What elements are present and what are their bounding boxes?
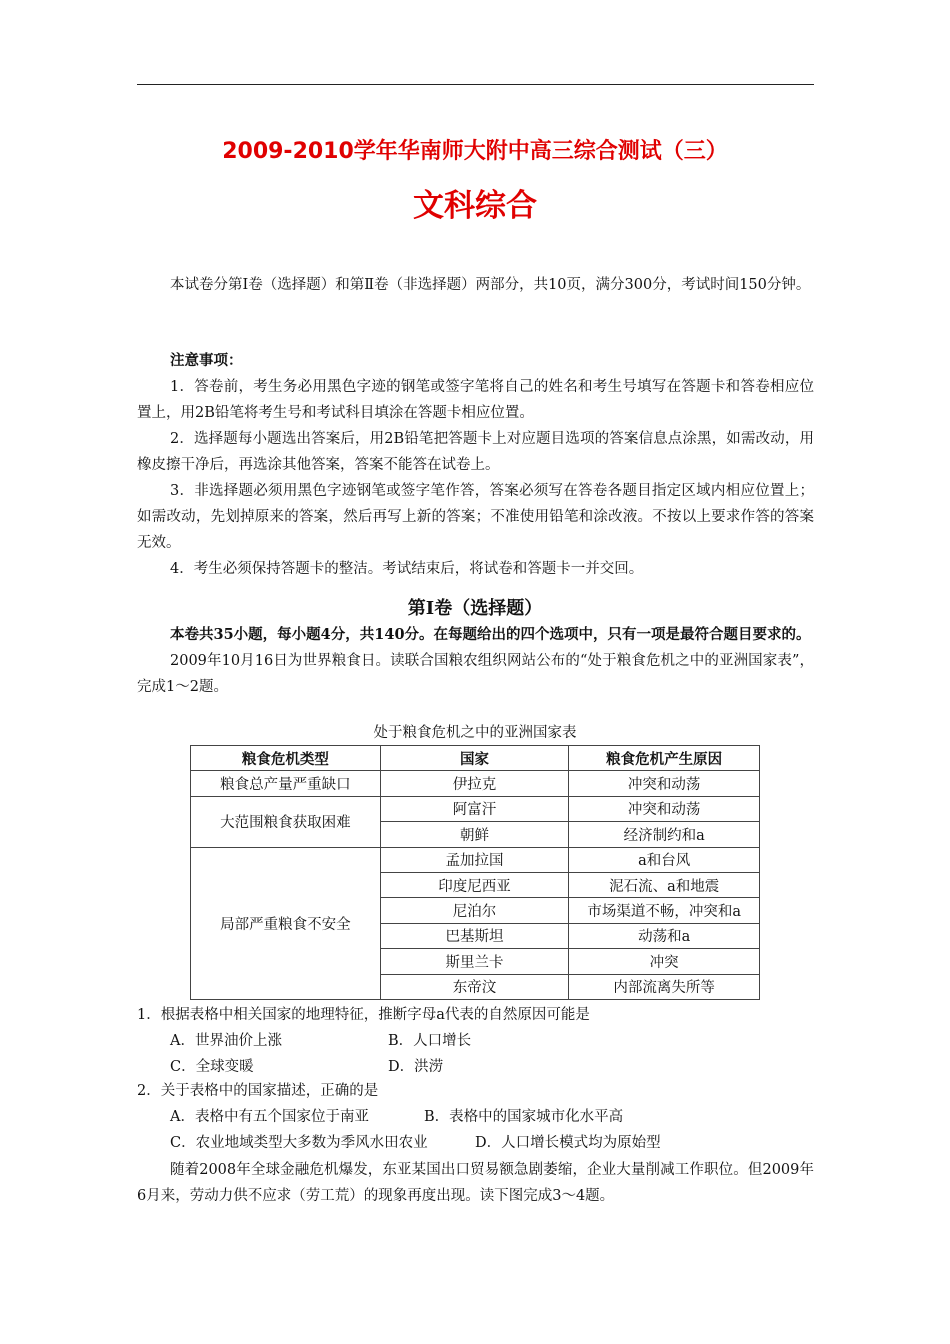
table-header: 粮食危机产生原因 xyxy=(569,746,760,771)
cause-cell: 动荡和a xyxy=(569,923,760,948)
country-cell: 印度尼西亚 xyxy=(380,872,569,897)
options-row xyxy=(137,1104,814,1130)
material-2-text: 随着2008年全球金融危机爆发，东亚某国出口贸易额急剧萎缩，企业大量削减工作职位。但2009年6月来，劳动力供不应求（劳工荒）的现象再度出现。读下图完成3～4题。 xyxy=(137,1162,814,1204)
exam-title: 2009-2010学年华南师大附中高三综合测试（三） xyxy=(222,139,728,164)
notice-item: 3．非选择题必须用黑色字迹钢笔或签字笔作答，答案必须写在答卷各题目指定区域内相应位置上；如需改动，先划掉原来的答案，然后再写上新的答案；不准使用铅笔和涂改液。不按以上要求作答的答案无效。 xyxy=(137,483,814,551)
cause-cell: 冲突 xyxy=(569,949,760,974)
table-header: 国家 xyxy=(380,746,569,771)
crisis-type-cell: 大范围粮食获取困难 xyxy=(191,796,381,847)
country-cell: 东帝汶 xyxy=(380,974,569,999)
question-stem: 2．关于表格中的国家描述，正确的是 xyxy=(137,1083,379,1099)
table-row xyxy=(191,847,760,872)
country-cell: 阿富汗 xyxy=(380,796,569,821)
notice-heading: 注意事项： xyxy=(170,352,243,369)
question-stem: 1．根据表格中相关国家的地理特征，推断字母a代表的自然原因可能是 xyxy=(137,1007,590,1023)
subject-title: 文科综合 xyxy=(413,188,537,224)
notice-section xyxy=(137,348,814,582)
material-text: 2009年10月16日为世界粮食日。读联合国粮农组织网站公布的“处于粮食危机之中的亚洲国家表”，完成1～2题。 xyxy=(137,653,814,695)
table-caption: 处于粮食危机之中的亚洲国家表 xyxy=(373,725,577,741)
crisis-type-cell: 局部严重粮食不安全 xyxy=(191,847,381,999)
country-cell: 孟加拉国 xyxy=(380,847,569,872)
section-instruction: 本卷共35小题，每小题4分，共140分。在每题给出的四个选项中，只有一项是最符合题目要求的。 xyxy=(170,626,811,643)
food-crisis-table xyxy=(190,745,760,1000)
cause-cell: 冲突和动荡 xyxy=(569,796,760,821)
table-header: 粮食危机类型 xyxy=(191,746,381,771)
notice-item: 2．选择题每小题选出答案后，用2B铅笔把答题卡上对应题目选项的答案信息点涂黑，如需改动，用橡皮擦干净后，再选涂其他答案，答案不能答在试卷上。 xyxy=(137,431,814,473)
option-d: D．洪涝 xyxy=(388,1059,444,1075)
intro-text: 本试卷分第Ⅰ卷（选择题）和第Ⅱ卷（非选择题）两部分，共10页，满分300分，考试时间150分钟。 xyxy=(170,277,811,293)
country-cell: 伊拉克 xyxy=(380,771,569,796)
cause-cell: 内部流离失所等 xyxy=(569,974,760,999)
country-cell: 朝鲜 xyxy=(380,822,569,847)
top-rule xyxy=(137,84,814,85)
notice-item: 4．考生必须保持答题卡的整洁。考试结束后，将试卷和答题卡一并交回。 xyxy=(170,561,644,577)
option-b: B．表格中的国家城市化水平高 xyxy=(424,1109,624,1125)
option-a: A．世界油价上涨 xyxy=(170,1033,282,1049)
cause-cell: 冲突和动荡 xyxy=(569,771,760,796)
country-cell: 尼泊尔 xyxy=(380,898,569,923)
option-c: C．农业地域类型大多数为季风水田农业 xyxy=(170,1135,428,1151)
table-header-row xyxy=(191,746,760,771)
table-row xyxy=(191,771,760,796)
cause-cell: 经济制约和a xyxy=(569,822,760,847)
options-row xyxy=(137,1054,814,1080)
options-row xyxy=(137,1028,814,1054)
cause-cell: a和台风 xyxy=(569,847,760,872)
crisis-type-cell: 粮食总产量严重缺口 xyxy=(191,771,381,796)
question-2 xyxy=(137,1078,814,1156)
notice-item: 1．答卷前，考生务必用黑色字迹的钢笔或签字笔将自己的姓名和考生号填写在答题卡和答卷相应位置上，用2B铅笔将考生号和考试科目填涂在答题卡相应位置。 xyxy=(137,379,814,421)
table-row xyxy=(191,796,760,821)
intro-paragraph xyxy=(137,272,814,298)
section-title: 第Ⅰ卷（选择题） xyxy=(407,598,543,619)
material-2-block xyxy=(137,1157,814,1209)
country-cell: 斯里兰卡 xyxy=(380,949,569,974)
option-d: D．人口增长模式均为原始型 xyxy=(475,1135,661,1151)
country-cell: 巴基斯坦 xyxy=(380,923,569,948)
cause-cell: 市场渠道不畅，冲突和a xyxy=(569,898,760,923)
options-row xyxy=(137,1130,814,1156)
option-b: B．人口增长 xyxy=(388,1033,472,1049)
option-c: C．全球变暖 xyxy=(170,1059,254,1075)
option-a: A．表格中有五个国家位于南亚 xyxy=(170,1109,369,1125)
cause-cell: 泥石流、a和地震 xyxy=(569,872,760,897)
section-instruction-block xyxy=(137,622,814,700)
question-1 xyxy=(137,1002,814,1080)
